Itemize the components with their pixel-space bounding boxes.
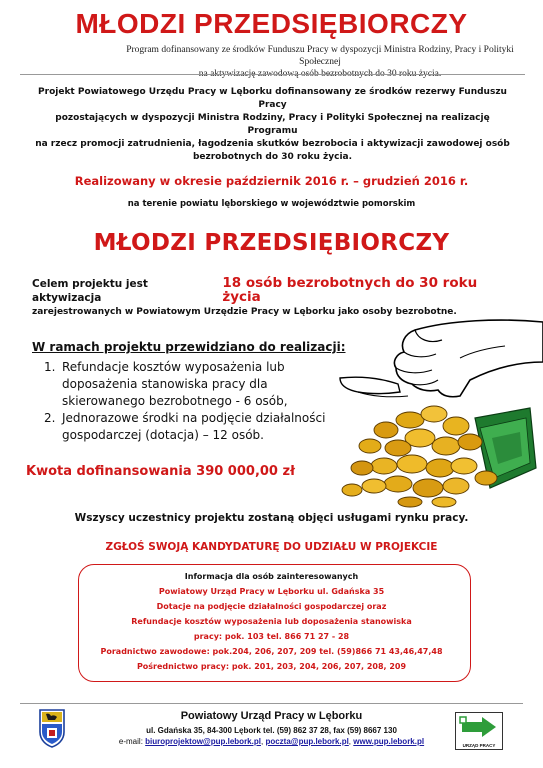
footer-divider — [20, 703, 523, 704]
funding-amount: Kwota dofinansowania 390 000,00 zł — [26, 464, 295, 479]
coins-icon — [342, 406, 497, 507]
info-refunds: Refundacje kosztów wyposażenia lub doposażenia stanowiska — [131, 617, 412, 626]
hand-icon — [340, 320, 543, 397]
info-heading: Informacja dla osób zainteresowanych — [184, 572, 359, 581]
footer-office-name: Powiatowy Urząd Pracy w Lęborku — [180, 710, 363, 722]
email-link-projects[interactable]: biuroprojektow@pup.lebork.pl — [145, 737, 261, 746]
info-career: Poradnictwo zawodowe: pok.204, 206, 207, 209 tel. (59)866 71 43,46,47,48 — [100, 647, 443, 656]
info-rooms: pracy: pok. 103 tel. 866 71 27 - 28 — [193, 632, 350, 641]
email-link-mail[interactable]: poczta@pup.lebork.pl — [265, 737, 349, 746]
info-subsidies: Dotacje na podjęcie działalności gospodarczej oraz — [156, 602, 387, 611]
goal-prefix: Celem projektu jest aktywizacja — [32, 278, 148, 304]
project-period: Realizowany w okresie październik 2016 r. – grudzień 2016 r. — [74, 174, 469, 188]
goal-highlight: 18 osób bezrobotnych do 30 roku życia — [222, 275, 478, 305]
info-office: Powiatowy Urząd Pracy w Lęborku ul. Gdańska 35 — [158, 587, 385, 596]
footer-address: ul. Gdańska 35, 84-300 Lębork tel. (59) 862 37 28, fax (59) 8667 130 — [146, 726, 397, 735]
intro-paragraph: Projekt Powiatowego Urzędu Pracy w Lęborku dofinansowany ze środków rezerwy Funduszu Pracy pozostających w dyspozycji Ministra Rodziny, Pracy i Polityki Społecznej na realizację Programu na rzecz promocji zatrudnienia, łagodzenia skutków bezrobocia i aktywizacji zawodowej osób bezrobotnych do 30 roku życia. — [35, 87, 510, 162]
goal-line2: zarejestrowanych w Powiatowym Urzędzie Pracy w Lęborku jako osoby bezrobotne. — [32, 307, 457, 317]
project-area: na terenie powiatu lęborskiego w województwie pomorskim — [127, 199, 416, 209]
project-goal — [32, 276, 510, 319]
info-placement: Pośrednictwo pracy: pok. 201, 203, 204, 206, 207, 208, 209 — [136, 662, 407, 671]
call-to-action: ZGŁOŚ SWOJĄ KANDYDATURĘ DO UDZIAŁU W PROJEKCIE — [105, 541, 438, 553]
participants-note: Wszyscy uczestnicy projektu zostaną objęci usługami rynku pracy. — [74, 512, 469, 524]
main-title: MŁODZI PRZEDSIĘBIORCZY — [93, 230, 450, 256]
footer-email-line: e-mail: biuroprojektow@pup.lebork.pl, poczta@pup.lebork.pl, www.pup.lebork.pl — [118, 737, 425, 746]
scope-heading: W ramach projektu przewidziano do realizacji: — [32, 340, 346, 354]
program-subtitle: Program dofinansowany ze środków Funduszu Pracy w dyspozycji Ministra Rodziny, Pracy i Polityki Społecznej na aktywizację zawodową osób bezrobotnych do 30 roku życia. — [126, 45, 514, 79]
arrow-icon — [456, 713, 502, 741]
list-item: 2. Jednorazowe środki na podjęcie działalności gospodarczej (dotacja) – 12 osób. — [44, 411, 326, 442]
scope-list — [32, 359, 332, 444]
website-link[interactable]: www.pup.lebork.pl — [353, 737, 425, 746]
header-divider — [20, 74, 525, 75]
job-office-logo: URZĄD PRACY — [455, 712, 503, 750]
document-title: MŁODZI PRZEDSIĘBIORCZY — [75, 8, 468, 39]
list-item: 1. Refundacje kosztów wyposażenia lub doposażenia stanowiska pracy dla skierowanego bezrobotnego - 6 osób, — [44, 360, 288, 408]
